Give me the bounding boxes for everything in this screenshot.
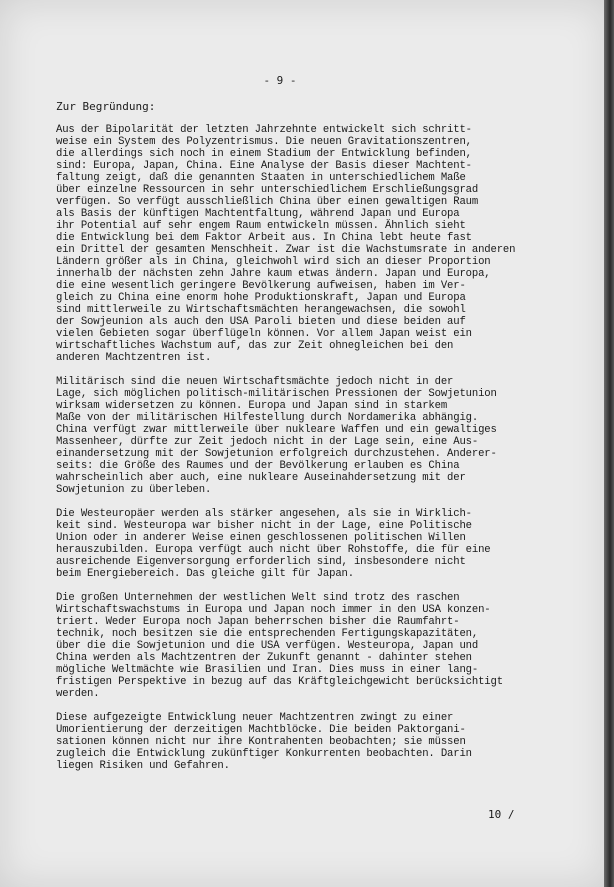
document-body (56, 124, 596, 784)
page-number: - 9 - (263, 74, 297, 87)
text-line: Die Westeuropäer werden als stärker angesehen, als sie in Wirklich- (56, 508, 472, 520)
text-line: vielen Gebieten sogar überflügeln können. Vor allem Japan weist ein (56, 328, 472, 340)
text-line: Sowjetunion zu überleben. (56, 484, 212, 496)
text-line: Diese aufgezeigte Entwicklung neuer Machtzentren zwingt zu einer (56, 712, 454, 724)
text-line: zugleich die Entwicklung zukünftiger Konkurrenten beobachten. Darin (56, 748, 472, 760)
paragraph-3 (56, 508, 596, 580)
text-line: Massenheer, dürfte zur Zeit jedoch nicht in der Lage sein, eine Aus- (56, 436, 479, 448)
text-line: Militärisch sind die neuen Wirtschaftsmächte jedoch nicht in der (56, 376, 454, 388)
text-line: keit sind. Westeuropa war bisher nicht in der Lage, eine Politische (56, 520, 472, 532)
text-line: China verfügt zwar mittlerweile über nukleare Waffen und ein gewaltiges (56, 424, 497, 436)
text-line: Ländern größer als in China, gleichwohl wird sich an dieser Proportion (56, 256, 491, 268)
text-line: sind: Europa, Japan, China. Eine Analyse der Basis dieser Machtent- (56, 160, 472, 172)
text-line: technik, noch besitzen sie die entsprechenden Fertigungskapazitäten, (56, 628, 479, 640)
text-line: liegen Risiken und Gefahren. (56, 760, 230, 772)
text-line: Umorientierung der derzeitigen Machtblöcke. Die beiden Paktorgani- (56, 724, 466, 736)
text-line: gleich zu China eine enorm hohe Produktionskraft, Japan und Europa (56, 292, 466, 304)
text-line: fristigen Perspektive in bezug auf das Kräftgleichgewicht berücksichtigt (56, 676, 503, 688)
text-line: ihr Potential auf sehr engem Raum entwickeln müssen. Ähnlich sieht (56, 220, 466, 232)
text-line: Die großen Unternehmen der westlichen Welt sind trotz des raschen (56, 592, 460, 604)
text-line: über einzelne Ressourcen in sehr unterschiedlichem Erschließungsgrad (56, 184, 479, 196)
text-line: triert. Weder Europa noch Japan beherrschen bisher die Raumfahrt- (56, 616, 460, 628)
paragraph-2 (56, 376, 596, 496)
text-line: wirtschaftliches Wachstum auf, das zur Zeit ohnegleichen bei den (56, 340, 454, 352)
text-line: mögliche Weltmächte wie Brasilien und Iran. Dies muss in einer lang- (56, 664, 479, 676)
text-line: sind mittlerweile zu Wirtschaftsmächten herangewachsen, die sowohl (56, 304, 466, 316)
text-line: verfügen. So verfügt ausschließlich China über einen gewaltigen Raum (56, 196, 479, 208)
text-line: seits: die Größe des Raumes und der Bevölkerung erlauben es China (56, 460, 460, 472)
text-line: Wirtschaftswachstums in Europa und Japan noch immer in den USA konzen- (56, 604, 491, 616)
text-line: einandersetzung mit der Sowjetunion erfolgreich durchzustehen. Anderer- (56, 448, 497, 460)
text-line: über die die Sowjetunion und die USA verfügen. Westeuropa, Japan und (56, 640, 479, 652)
text-line: innerhalb der nächsten zehn Jahre kaum etwas ändern. Japan und Europa, (56, 268, 491, 280)
text-line: werden. (56, 688, 100, 700)
text-line: sationen können nicht nur ihre Kontrahenten beobachten; sie müssen (56, 736, 466, 748)
text-line: beim Energiebereich. Das gleiche gilt für Japan. (56, 568, 354, 580)
text-line: die eine wesentlich geringere Bevölkerung aufweisen, haben im Ver- (56, 280, 466, 292)
text-line: Maße von der militärischen Hilfestellung durch Nordamerika abhängig. (56, 412, 479, 424)
text-line: faltung zeigt, daß die genannten Staaten in unterschiedlichem Maße (56, 172, 466, 184)
text-line: herauszubilden. Europa verfügt auch nicht über Rohstoffe, die für eine (56, 544, 491, 556)
paragraph-1 (56, 124, 596, 364)
paragraph-4 (56, 592, 596, 700)
text-line: wirksam widersetzen zu können. Europa und Japan sind in starkem (56, 400, 448, 412)
text-line: ausreichende Eigenversorgung erforderlich sind, insbesondere nicht (56, 556, 466, 568)
text-line: die allerdings sich noch in einem Stadium der Entwicklung befinden, (56, 148, 472, 160)
text-line: anderen Machtzentren ist. (56, 352, 212, 364)
text-line: wahrscheinlich aber auch, eine nukleare Auseinahdersetzung mit der (56, 472, 466, 484)
section-heading: Zur Begründung: (56, 100, 156, 113)
text-line: als Basis der künftigen Machtentfaltung, während Japan und Europa (56, 208, 460, 220)
scan-edge (604, 0, 614, 887)
text-line: Lage, sich möglichen politisch-militärischen Pressionen der Sowjetunion (56, 388, 497, 400)
paragraph-5 (56, 712, 596, 772)
next-page-marker: 10 / (488, 808, 515, 821)
text-line: Union oder in anderer Weise einen geschlossenen politischen Willen (56, 532, 466, 544)
text-line: Aus der Bipolarität der letzten Jahrzehnte entwickelt sich schritt- (56, 124, 472, 136)
text-line: die Entwicklung bei dem Faktor Arbeit aus. In China lebt heute fast (56, 232, 472, 244)
text-line: ein Drittel der gesamten Menschheit. Zwar ist die Wachstumsrate in anderen (56, 244, 516, 256)
text-line: weise ein System des Polyzentrismus. Die neuen Gravitationszentren, (56, 136, 472, 148)
text-line: China werden als Machtzentren der Zukunft genannt - dahinter stehen (56, 652, 472, 664)
text-line: der Sowjeunion als auch den USA Paroli bieten und diese beiden auf (56, 316, 466, 328)
